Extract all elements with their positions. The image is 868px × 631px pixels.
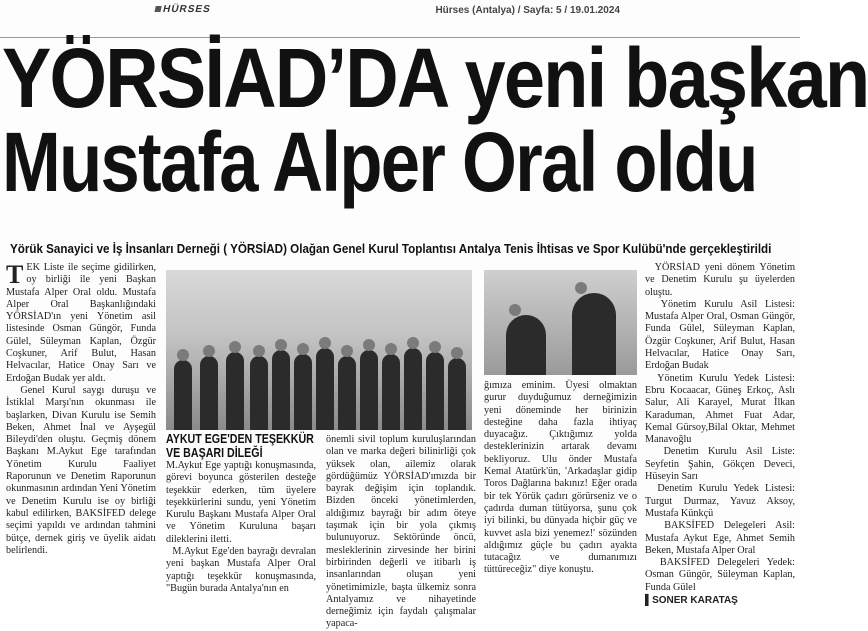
paragraph: Yönetim Kurulu Yedek Listesi: Ebru Kocaacar, Güneş Erkoç, Aslı Salur, Ali Karayel, Murat İlkan Karaduman, Ahmet Fuat Adar, Kemal Gürsoy,Bilal Oktar, Mehmet Manavoğlu (645, 372, 795, 446)
article-column-4 (484, 380, 637, 577)
newspaper-logo: HÜRSES (154, 4, 212, 15)
paragraph: Genel Kurul saygı duruşu ve İstiklal Marşı'nın okunması ile başlarken, Divan Kurulu ise Semih Beken, Ahmet İnal ve Ayşegül Bileydi'den oluştu. Geçmiş dönem Başkanı M.Aykut Ege tarafından Yönetim Kurulu Faaliyet Raporunun ve Denetim Raporunun okunmasının ardından Yeni Yönetim ve Denetim Kurulu ise oy birliği kabul edilirken, BAKSİFED delege seçimi yapıldı ve ardından tahmini bütçe, dernek giriş ve üyelik aidatı belirlendi. (6, 384, 157, 556)
headline-line-1: YÖRSİAD’DA yeni başkan (2, 31, 868, 125)
paragraph: Denetim Kurulu Yedek Listesi: Turgut Durmaz, Yavuz Aksoy, Mustafa Künkçü (645, 483, 796, 519)
paragraph: EK Liste ile seçime gidilirken, oy birliği ile yeni Başkan Mustafa Alper Oral oldu. Mustafa Alper Oral Başkanlığındaki YÖRSİAD'ın yeni Yönetim asil listesinde Osman Güngör, Funda Gülel, Süleyman Kaplan, Özgür Coşkuner, Arif Bulut, Hasan Helvacılar, Hatice Onay Sarı ve Erdoğan Budak yer aldı. (6, 262, 156, 384)
article-column-3 (326, 434, 476, 631)
drop-cap: T (6, 260, 24, 289)
article-column-5 (645, 262, 795, 606)
headline-line-2: Mustafa Alper Oral oldu (2, 115, 757, 209)
paragraph: YÖRSİAD yeni dönem Yönetim ve Denetim Kurulu şu üyelerden oluştu. (645, 262, 795, 298)
page-meta: Hürses (Antalya) / Sayfa: 5 / 19.01.2024 (435, 5, 620, 16)
paragraph: BAKSİFED Delegeleri Asil: Mustafa Aykut Ege, Ahmet Semih Beken, Mustafa Alper Oral (645, 520, 795, 556)
subheadline: Yörük Sanayici ve İş İnsanları Derneği ( YÖRSİAD) Olağan Genel Kurul Toplantısı Antalya Tenis İhtisas ve Spor Kulübü'nde gerçekleştirildi (10, 242, 772, 256)
paragraph: Denetim Kurulu Asil Liste: Seyfetin Şahin, Gökçen Deveci, Hüseyin Sarı (645, 446, 796, 483)
handshake-photo (484, 270, 637, 375)
section-heading: AYKUT EGE'DEN TEŞEKKÜR VE BAŞARI DİLEĞİ (166, 431, 314, 460)
group-photo (166, 270, 472, 430)
paragraph: M.Aykut Ege'den bayrağı devralan yeni başkan Mustafa Alper Oral yaptığı teşekkür konuşmasında, "Bugün burada Antalya'nın en (166, 546, 316, 594)
paragraph: M.Aykut Ege yaptığı konuşmasında, görevi boyunca gösterilen desteğe teşekkür ederken, tüm üyelere teşekkürlerini sundu, yeni Yönetim Kurulu Başkanı Mustafa Alper Oral ve Yönetim Kuruluna başarı dileklerini iletti. (166, 460, 316, 545)
paragraph: ğımıza eminim. Üyesi olmaktan gurur duyduğumuz derneğimizin yeni döneminde her birinizin desteğine daha fazla ihtiyaç duyacağız. Çıktığımız yolda desteklerinizin artarak devamı bekliyoruz. Ulu önder Mustafa Kemal Atatürk'ün, 'Arkadaşlar gidip Toros Dağlarına bakınız! Eğer orada bir tek Yörük çadırı görürseniz ve o çadırda duman tütüyorsa, şunu çok iyi bilinki, bu dünyada hiçbir güç ve kuvvet asla bizi yenemez!' sözünden aldığımız güçle bu çadırı ayakta tutacağız ve dumanımızı tüttüreceğiz" diye konuştu. (484, 380, 637, 576)
article-column-1 (6, 262, 156, 557)
article-column-2 (166, 460, 316, 595)
paragraph: BAKSİFED Delegeleri Yedek: Osman Güngör, Süleyman Kaplan, Funda Gülel (645, 557, 795, 593)
author-name: SONER KARATAŞ (652, 595, 738, 607)
author-byline: ▌SONER KARATAŞ (645, 595, 738, 607)
paragraph: Yönetim Kurulu Asil Listesi: Mustafa Alper Oral, Osman Güngör, Funda Gülel, Süleyman Kaplan, Özgür Coşkuner, Arif Bulut, Hasan Helvacılar, Hatice Onay Sarı, Erdoğan Budak (645, 298, 795, 372)
paragraph: önemli sivil toplum kuruluşlarından olan ve marka değeri bilinirliği çok yüksek olan, ailemiz olarak gördüğümüz YÖRSİAD'ımızda bir bayrak değişim için toplandık. Bizden önceki yönetimlerden, aldığımız bayrağı bir adım öteye taşımak için bir yola çıkmış bulunuyoruz. Sektöründe öncü, mesleklerinin zirvesinde her birini birbirinden değerli ve itibarlı iş insanlarından oluşan yeni yönetimimizle, başta ülkemiz sonra Antalyamız ve nihayetinde derneğimiz için faydalı çalışmalar yapaca- (326, 434, 476, 630)
